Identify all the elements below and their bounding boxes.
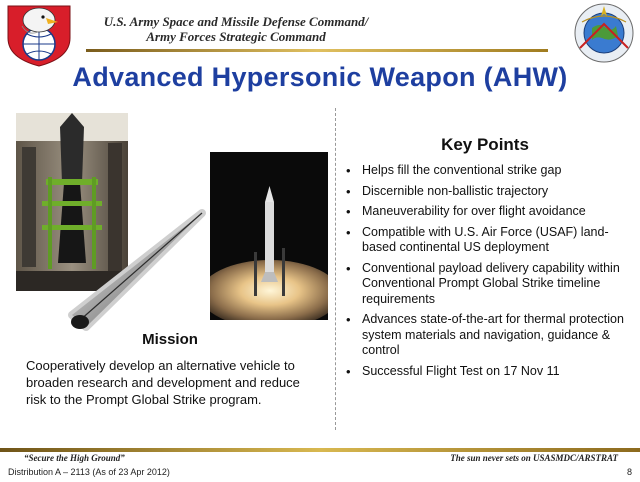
key-point-item: • Successful Flight Test on 17 Nov 11 [341,364,633,380]
slide-title: Advanced Hypersonic Weapon (AHW) [72,62,568,92]
column-divider [335,108,336,430]
key-point-item: • Discernible non-ballistic trajectory [341,184,633,200]
key-points-list [341,163,633,384]
organization-name [86,14,386,44]
footer-tagline: The sun never sets on USASMDC/ARSTRAT [450,453,618,463]
key-point-item: • Maneuverability for over flight avoidance [341,204,633,220]
mission-heading: Mission [142,331,198,348]
footer-motto: “Secure the High Ground” [24,453,125,463]
mission-text: Cooperatively develop an alternative vehicle to broaden research and development and reduce risk to the Prompt Global Strike program. [26,358,300,407]
smdc-eagle-logo [4,2,74,68]
launch-photo [210,152,328,320]
key-point-item: • Advances state-of-the-art for thermal protection system materials and navigation, guidance & control [341,312,633,359]
organization-name-line2: Army Forces Strategic Command [146,29,326,44]
distribution-statement: Distribution A – 2113 (As of 23 Apr 2012) [8,467,170,477]
key-point-item: • Helps fill the conventional strike gap [341,163,633,179]
footer-rule [0,448,640,452]
key-point-item: • Conventional payload delivery capability within Conventional Prompt Global Strike timeline requirements [341,261,633,308]
key-point-item: • Compatible with U.S. Air Force (USAF) land-based continental US deployment [341,225,633,256]
page-number: 8 [626,467,632,477]
key-points-heading: Key Points [441,135,529,154]
header-rule [86,49,548,52]
arstrat-globe-logo [572,2,636,64]
glide-vehicle-render [52,205,210,337]
organization-name-line1: U.S. Army Space and Missile Defense Command/ [103,14,369,29]
